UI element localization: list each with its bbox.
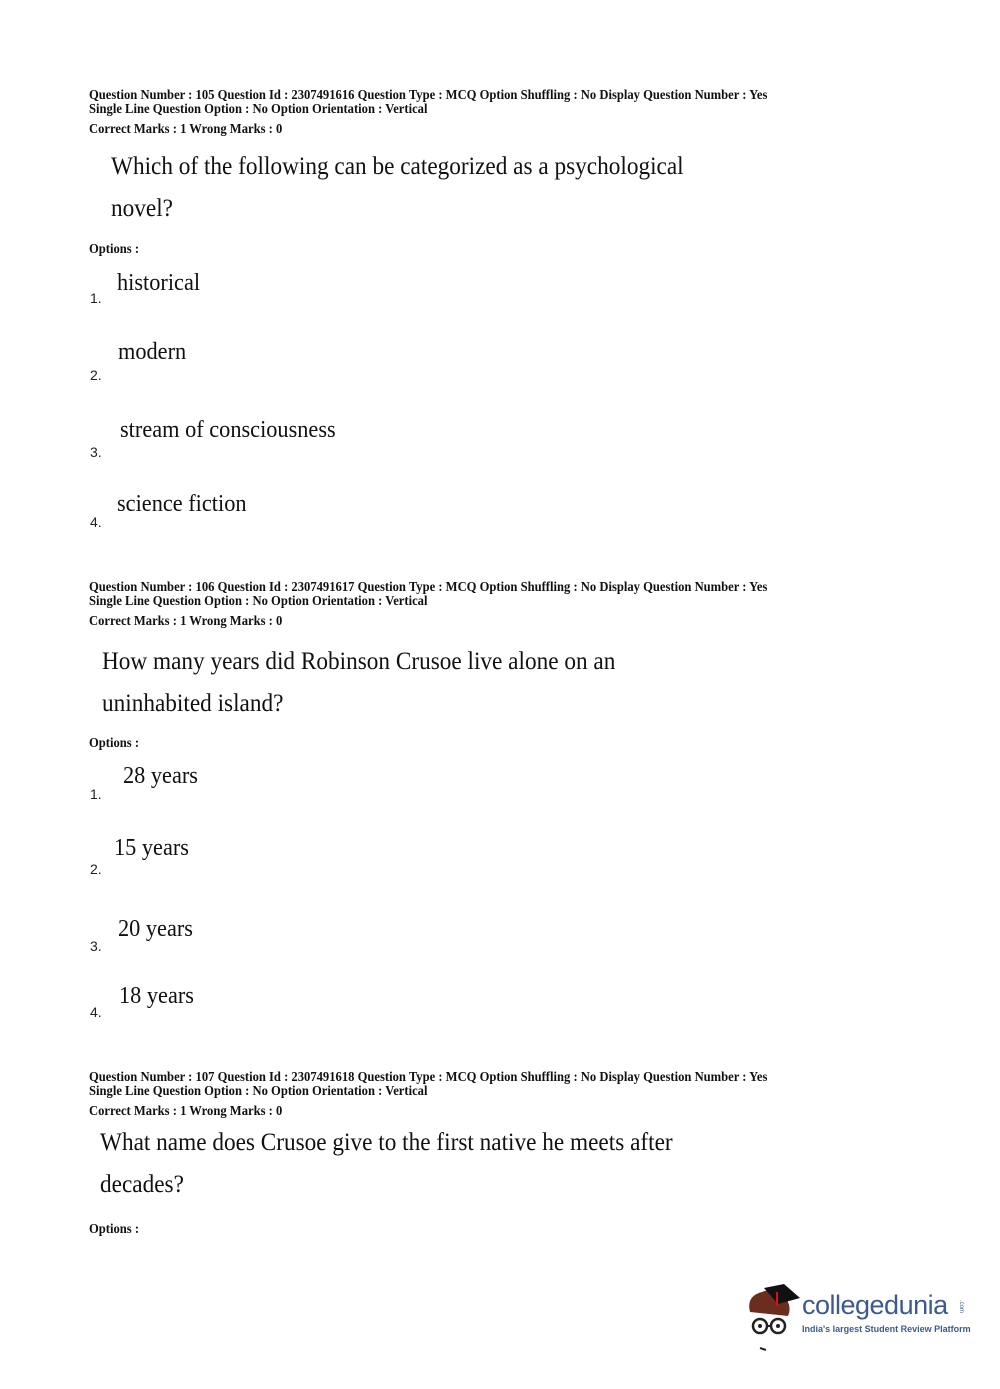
option-text: science fiction — [117, 491, 247, 517]
options-label: Options : — [89, 736, 140, 751]
option-text: modern — [118, 339, 187, 365]
options-label: Options : — [89, 1222, 140, 1237]
option-number: 2. — [90, 861, 102, 877]
question-text: Which of the following can be categorized as a psychological — [111, 153, 684, 180]
option-number: 1. — [90, 290, 102, 306]
option-number: 3. — [90, 444, 102, 460]
question-meta-line: Single Line Question Option : No Option Orientation : Vertical — [89, 594, 428, 609]
option-number: 4. — [90, 514, 102, 530]
option-text: stream of consciousness — [120, 417, 336, 443]
question-marks: Correct Marks : 1 Wrong Marks : 0 — [89, 122, 283, 137]
option-number: 1. — [90, 786, 102, 802]
option-text: 20 years — [118, 916, 193, 942]
question-text: What name does Crusoe give to the first native he meets after — [100, 1129, 673, 1156]
option-text: historical — [117, 270, 201, 296]
question-meta-line: Question Number : 107 Question Id : 2307491618 Question Type : MCQ Option Shuffling : No Display Question Number : Yes — [89, 1070, 768, 1085]
collegedunia-logo — [742, 1282, 972, 1352]
mascot-icon — [742, 1282, 802, 1352]
logo-suffix: .com — [958, 1300, 964, 1314]
option-number: 4. — [90, 1004, 102, 1020]
question-meta-line: Single Line Question Option : No Option Orientation : Vertical — [89, 1084, 428, 1099]
question-meta-line: Question Number : 106 Question Id : 2307491617 Question Type : MCQ Option Shuffling : No Display Question Number : Yes — [89, 580, 768, 595]
option-text: 15 years — [114, 835, 189, 861]
question-meta-line: Question Number : 105 Question Id : 2307491616 Question Type : MCQ Option Shuffling : No Display Question Number : Yes — [89, 88, 768, 103]
logo-tagline: India's largest Student Review Platform — [802, 1324, 971, 1334]
question-meta-line: Single Line Question Option : No Option Orientation : Vertical — [89, 102, 428, 117]
option-text: 18 years — [119, 983, 194, 1009]
options-label: Options : — [89, 242, 140, 257]
question-text: decades? — [100, 1171, 184, 1198]
question-text: uninhabited island? — [102, 690, 284, 717]
question-marks: Correct Marks : 1 Wrong Marks : 0 — [89, 1104, 283, 1119]
option-text: 28 years — [123, 763, 198, 789]
option-number: 2. — [90, 367, 102, 383]
question-marks: Correct Marks : 1 Wrong Marks : 0 — [89, 614, 283, 629]
option-number: 3. — [90, 938, 102, 954]
logo-wordmark: collegedunia — [802, 1290, 948, 1320]
question-text: How many years did Robinson Crusoe live alone on an — [102, 648, 616, 675]
question-text: novel? — [111, 195, 173, 222]
